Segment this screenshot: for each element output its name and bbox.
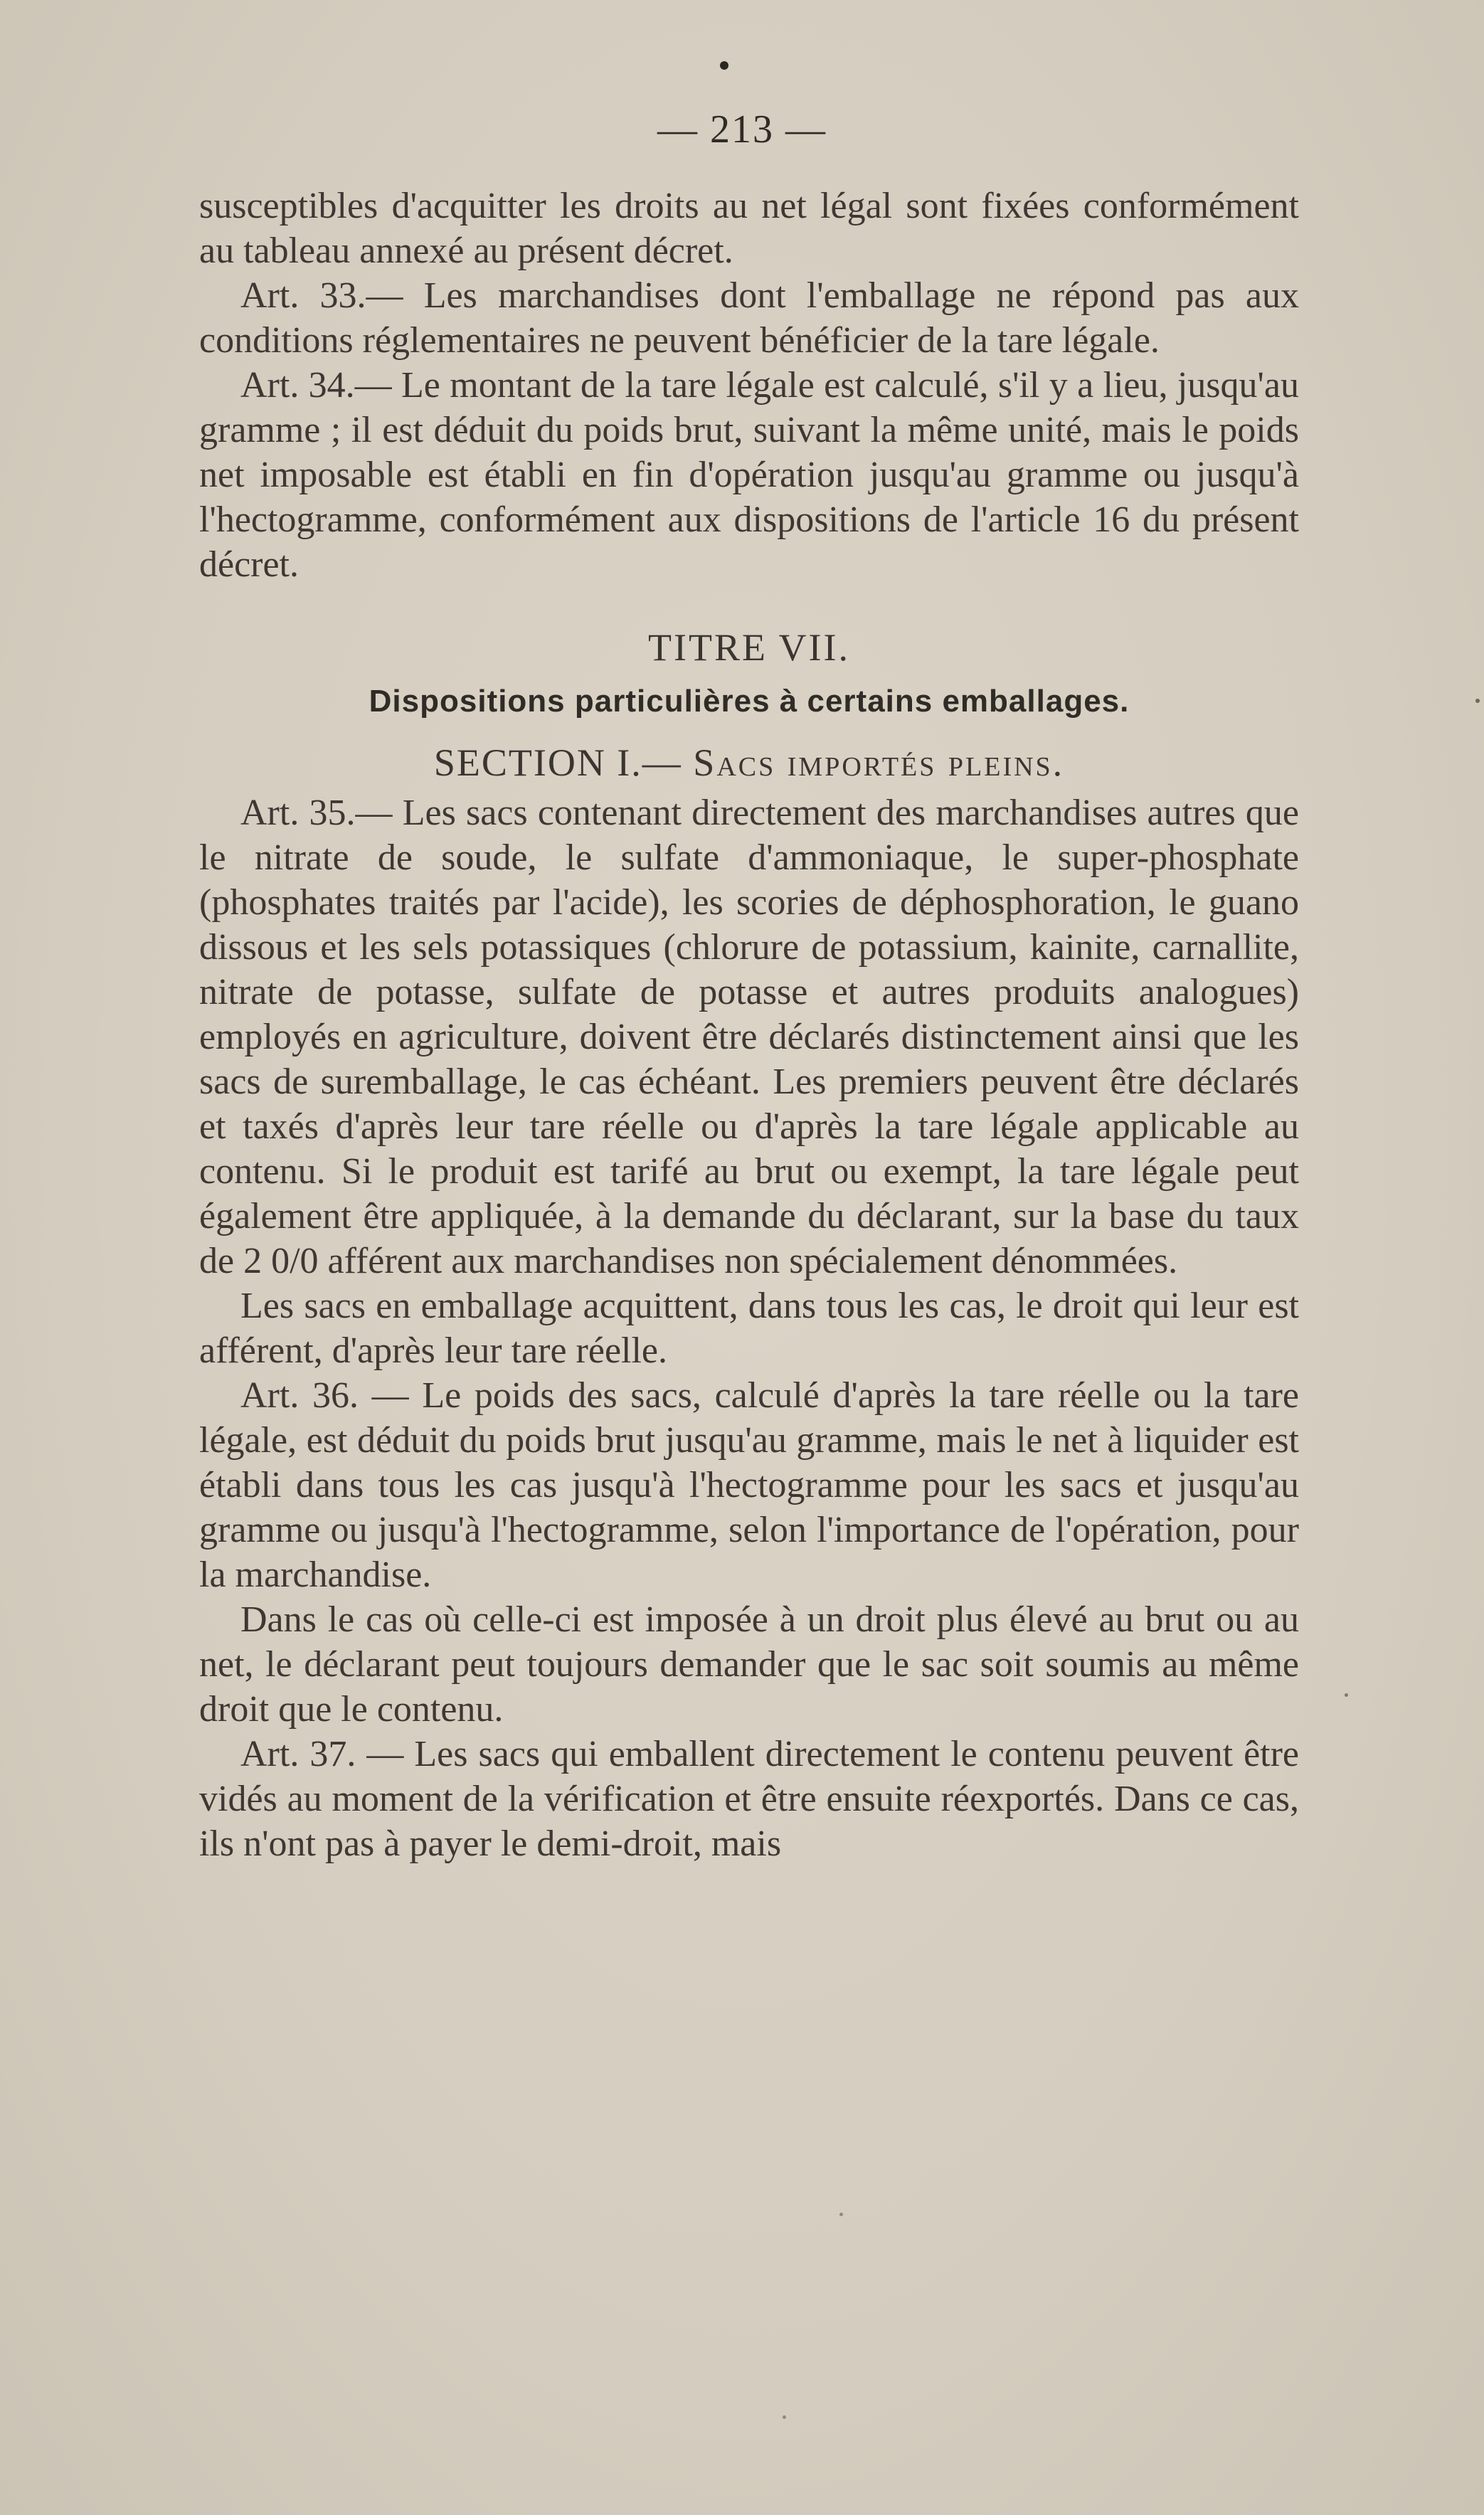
ink-speck: [783, 2415, 786, 2419]
paragraph-sacs-emballage: Les sacs en emballage acquittent, dans tous les cas, le droit qui leur est afférent, d'après leur tare réelle.: [199, 1286, 1299, 1371]
article-36: Art. 36. — Le poids des sacs, calculé d'après la tare réelle ou la tare légale, est déduit du poids brut jusqu'au gramme, mais le net à liquider est établi dans tous les cas jusqu'à l'hectogramme pour les sacs et jusqu'au gramme ou jusqu'à l'hectogramme, selon l'importance de l'opération, pour la marchandise.: [199, 1375, 1299, 1595]
ink-speck: [839, 2213, 843, 2216]
article-34: Art. 34.— Le montant de la tare légale est calculé, s'il y a lieu, jusqu'au gramme ; il est déduit du poids brut, suivant la même unité, mais le poids net imposable est établi en fin d'opération jusqu'au gramme ou jusqu'à l'hectogramme, conformément aux dispositions de l'article 16 du présent décret.: [199, 365, 1299, 585]
paragraph-continuation: susceptibles d'acquitter les droits au net légal sont fixées conformément au tableau annexé au présent décret.: [199, 186, 1299, 271]
section-title: Sacs importés pleins.: [693, 741, 1065, 784]
article-37: Art. 37. — Les sacs qui emballent directement le contenu peuvent être vidés au moment de la vérification et être ensuite réexportés. Dans ce cas, ils n'ont pas à payer le demi-droit, mais: [199, 1734, 1299, 1864]
section-prefix: SECTION I.—: [433, 741, 694, 784]
title-heading: TITRE VII.: [648, 626, 850, 669]
article-33: Art. 33.— Les marchandises dont l'emballage ne répond pas aux conditions réglementaires ne peuvent bénéficier de la tare légale.: [199, 275, 1299, 361]
paragraph-droit-plus-eleve: Dans le cas où celle-ci est imposée à un droit plus élevé au brut ou au net, le déclarant peut toujours demander que le sac soit soumis au même droit que le contenu.: [199, 1599, 1299, 1730]
page-number: — 213 —: [657, 107, 827, 152]
ink-speck: [720, 61, 728, 70]
body-text: [199, 184, 1299, 1866]
title-subheading: Dispositions particulières à certains emballages.: [369, 684, 1130, 719]
section-heading: [199, 738, 1299, 788]
ink-speck: [1345, 1693, 1348, 1697]
ink-speck: [1475, 699, 1480, 703]
article-35: Art. 35.— Les sacs contenant directement des marchandises autres que le nitrate de soude, le sulfate d'ammoniaque, le super-phosphate (phosphates traités par l'acide), les scories de déphosphoration, le guano dissous et les sels potassiques (chlorure de potassium, kainite, carnallite, nitrate de potasse, sulfate de potasse et autres produits analogues) employés en agriculture, doivent être déclarés distinctement ainsi que les sacs de suremballage, le cas échéant. Les premiers peuvent être déclarés et taxés d'après leur tare réelle ou d'après la tare légale applicable au contenu. Si le produit est tarifé au brut ou exempt, la tare légale peut également être appliquée, à la demande du déclarant, sur la base du taux de 2 0/0 afférent aux marchandises non spécialement dénommées.: [199, 793, 1299, 1281]
